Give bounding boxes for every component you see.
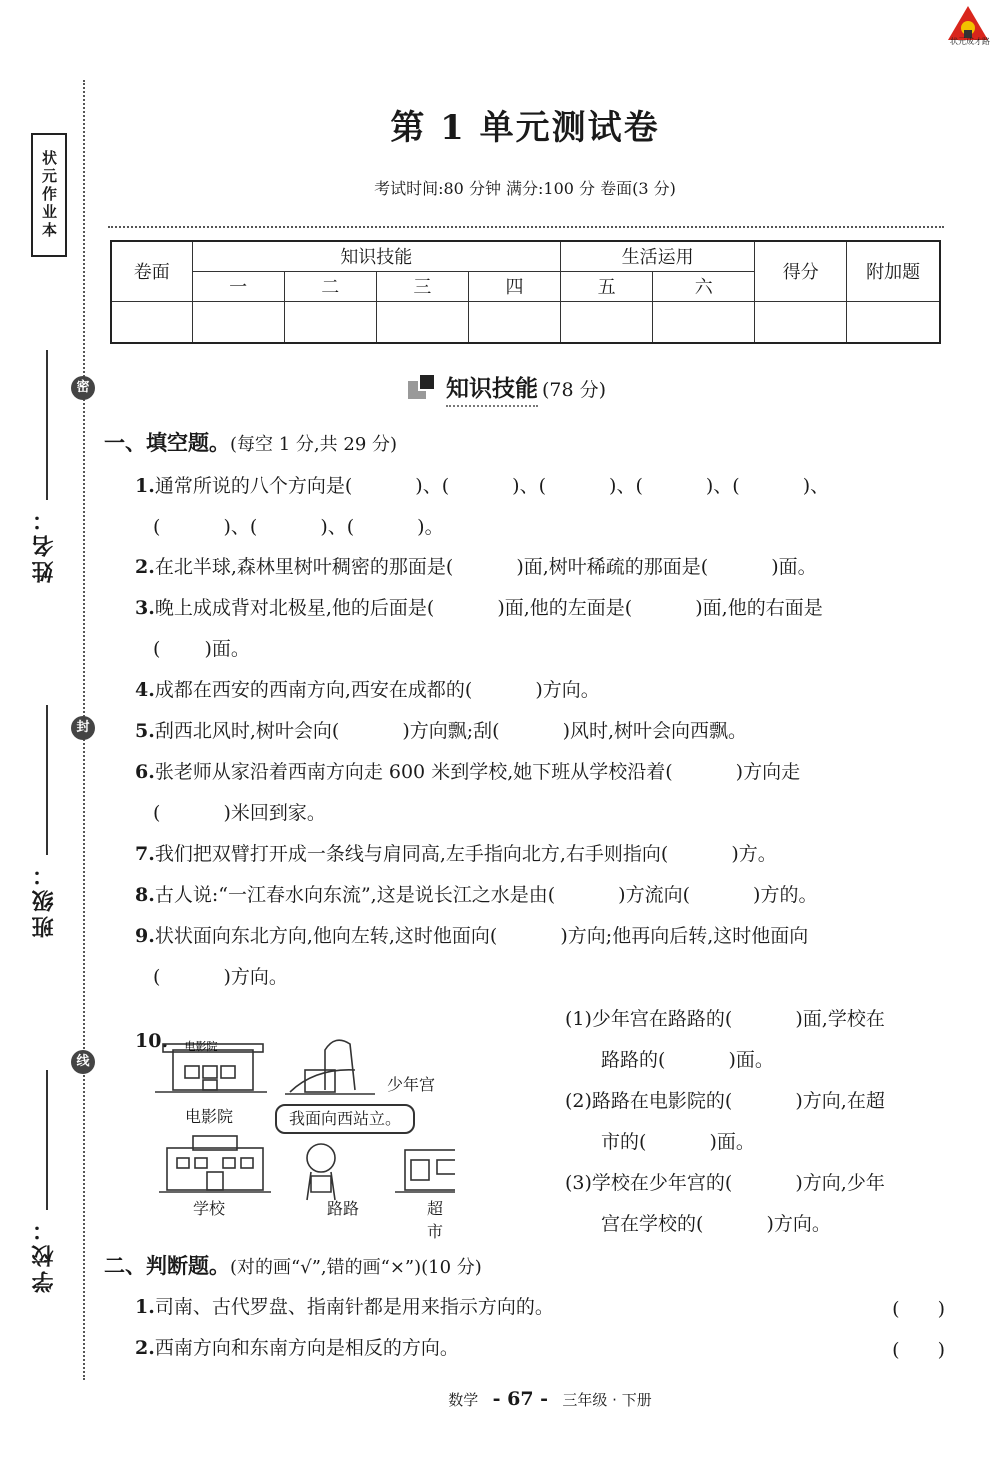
score-cell[interactable] [561,301,653,343]
score-cell[interactable] [111,301,192,343]
question-number: 1. [135,1296,155,1318]
score-table [110,240,941,344]
question-10-1-cont: 路路的( )面。 [601,1049,774,1071]
seal-mark: 线 [71,1050,95,1074]
section-title: 知识技能 [446,370,538,407]
question-10-2-cont: 市的( )面。 [601,1131,755,1153]
question-number: 4. [135,679,155,701]
squares-icon [408,373,438,403]
question-text: 我们把双臂打开成一条线与肩同高,左手指向北方,右手则指向( )方。 [154,843,777,865]
label-palace: 少年宫 [387,1075,436,1094]
header-bonus: 附加题 [847,241,940,301]
question-10-1: (1)少年宫在路路的( )面,学校在 [565,1008,885,1030]
brand-logo-text: 状元成才路 [950,37,990,46]
school-label: 学校： [32,1215,57,1293]
speech-bubble: 我面向西站立。 [275,1104,415,1134]
col-5: 五 [561,271,653,301]
question-text: 状状面向东北方向,他向左转,这时他面向( )方向;他再向后转,这时他面向 [154,925,809,947]
question-text: ( )面。 [153,638,250,660]
class-line [46,705,48,855]
header-juanmian: 卷面 [111,241,192,301]
col-2: 二 [284,271,376,301]
question-10-3-cont: 宫在学校的( )方向。 [601,1213,831,1235]
question-1-cont [153,514,444,540]
answer-paren[interactable]: ( ) [892,1298,945,1320]
part1-title: 一、填空题。 [104,431,230,455]
question-number: 7. [135,843,155,865]
score-cell[interactable] [755,301,847,343]
judge-2 [135,1335,459,1361]
question-2 [135,554,817,580]
part2-title: 二、判断题。 [104,1254,230,1278]
question-text: 司南、古代罗盘、指南针都是用来指示方向的。 [154,1296,554,1318]
question-number: 6. [135,761,155,783]
question-text: 西南方向和东南方向是相反的方向。 [154,1337,459,1359]
header-application: 生活运用 [561,241,755,271]
question-9 [135,923,808,949]
exam-info: 考试时间:80 分钟 满分:100 分 卷面(3 分) [374,179,676,198]
part1-heading [104,430,397,458]
question-text: 晚上成成背对北极星,他的后面是( )面,他的左面是( )面,他的右面是 [154,597,823,619]
question-8 [135,882,817,908]
score-cell[interactable] [284,301,376,343]
question-6 [135,759,800,785]
question-text: 通常所说的八个方向是( )、( )、( )、( )、( )、 [154,475,830,497]
label-school: 学校 [193,1199,226,1218]
question-text: ( )方向。 [153,966,288,988]
question-number: 1. [135,475,155,497]
score-cell[interactable] [468,301,560,343]
school-line [46,1070,48,1210]
page-number: - 67 - [492,1388,549,1410]
col-6: 六 [653,271,755,301]
question-3-cont [153,636,250,662]
question-text: 在北半球,森林里树叶稠密的那面是( )面,树叶稀疏的那面是( )面。 [154,556,817,578]
name-label: 姓名： [32,505,57,583]
question-10-3: (3)学校在少年宫的( )方向,少年 [565,1172,885,1194]
seal-mark: 封 [71,716,95,740]
question-text: 成都在西安的西南方向,西安在成都的( )方向。 [154,679,600,701]
label-cinema: 电影院 [185,1107,234,1126]
answer-paren[interactable]: ( ) [892,1339,945,1361]
question-text: ( )、( )、( )。 [153,516,444,538]
map-illustration [155,1030,455,1241]
header-knowledge: 知识技能 [192,241,560,271]
section-score: (78 分) [542,378,607,401]
question-text: ( )米回到家。 [153,802,326,824]
part2-heading [104,1253,482,1281]
score-cell[interactable] [847,301,940,343]
col-4: 四 [468,271,560,301]
question-text: 古人说:“一江春水向东流”,这是说长江之水是由( )方流向( )方的。 [154,884,818,906]
name-line [46,350,48,500]
cinema-sign: 电影院 [184,1040,218,1053]
question-5 [135,718,747,744]
question-10-2: (2)路路在电影院的( )方向,在超 [565,1090,885,1112]
question-4 [135,677,600,703]
question-6-cont [153,800,326,826]
question-text: 张老师从家沿着西南方向走 600 米到学校,她下班从学校沿着( )方向走 [154,761,801,783]
question-number: 9. [135,925,155,947]
question-number: 8. [135,884,155,906]
col-3: 三 [376,271,468,301]
question-text: 刮西北风时,树叶会向( )方向飘;刮( )风时,树叶会向西飘。 [154,720,748,742]
question-number: 5. [135,720,155,742]
binding-strip [0,0,100,1462]
question-3 [135,595,823,621]
label-lulu: 路路 [327,1199,360,1218]
question-7 [135,841,777,867]
question-9-cont [153,964,288,990]
page-footer [0,1388,1000,1410]
section-heading [408,372,606,404]
footer-grade: 三年级 · 下册 [562,1391,652,1409]
question-number: 10. [135,1030,169,1052]
class-label: 班级： [32,860,57,938]
part2-note: (对的画“√”,错的画“×”)(10 分) [230,1257,482,1278]
score-cell[interactable] [376,301,468,343]
part1-note: (每空 1 分,共 29 分) [230,434,398,455]
question-number: 2. [135,556,155,578]
score-cell[interactable] [653,301,755,343]
divider [108,226,944,228]
question-number: 3. [135,597,155,619]
col-1: 一 [192,271,284,301]
footer-subject: 数学 [448,1391,479,1409]
brand-box: 状元作业本 [31,133,67,257]
score-cell[interactable] [192,301,284,343]
question-1 [135,473,829,499]
page-title: 第 1 单元测试卷 [390,108,660,148]
judge-1 [135,1294,554,1320]
seal-mark: 密 [71,376,95,400]
question-number: 2. [135,1337,155,1359]
label-market: 超市 [427,1199,444,1241]
header-score: 得分 [755,241,847,301]
